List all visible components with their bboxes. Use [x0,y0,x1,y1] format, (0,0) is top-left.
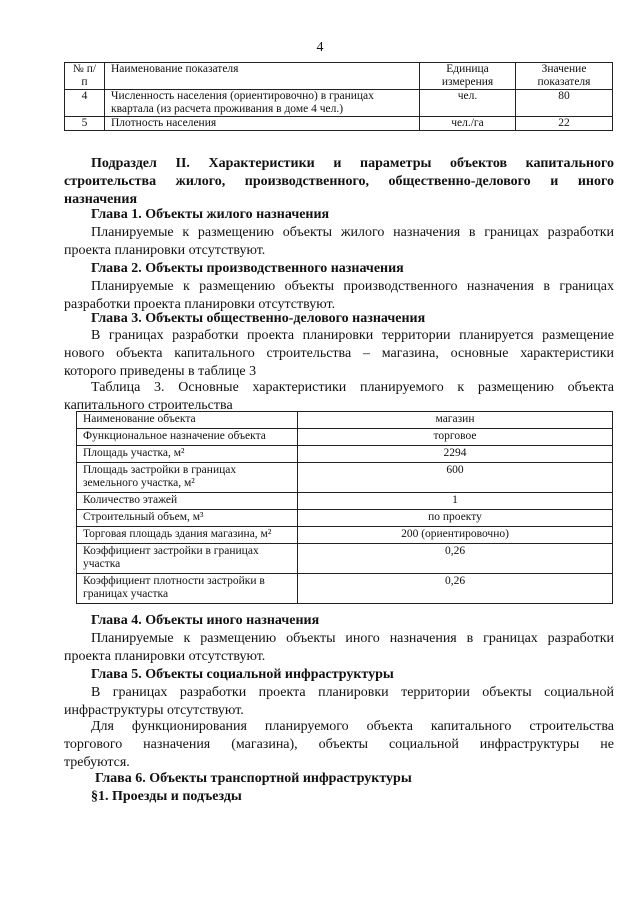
row-label: Строительный объем, м³ [77,510,298,527]
indicators-table [64,62,613,131]
chapter-4-text: Планируемые к размещению объекты иного назначения в границах разработки проекта планировки отсутствуют. [64,631,614,664]
chapter-3-title: Глава 3. Объекты общественно-делового назначения [91,311,426,326]
cell-num: 4 [65,90,105,117]
table-row [77,510,613,527]
row-label: Функциональное назначение объекта [77,429,298,446]
chapter-2-text: Планируемые к размещению объекты производственного назначения в границах разработки проекта планировки отсутствуют. [64,279,614,312]
row-label: Площадь участка, м² [77,446,298,463]
chapter-5-text-1: В границах разработки проекта планировки территории объекты социальной инфраструктуры отсутствуют. [64,685,614,718]
chapter-1-text: Планируемые к размещению объекты жилого назначения в границах разработки проекта планировки отсутствуют. [64,225,614,258]
row-value: 1 [298,493,613,510]
section-1-title: §1. Проезды и подъезды [91,789,242,804]
chapter-6-title: Глава 6. Объекты транспортной инфраструктуры [95,771,412,786]
page-number: 4 [316,40,324,55]
row-value: по проекту [298,510,613,527]
table-row [77,493,613,510]
header-name: Наименование показателя [105,63,420,90]
chapter-3-text: В границах разработки проекта планировки территории планируется размещение нового объекта капитального строительства – магазина, основные характеристики которого приведены в таблице 3 [64,328,614,379]
row-label: Наименование объекта [77,412,298,429]
row-value: 2294 [298,446,613,463]
chapter-5-text-2: Для функционирования планируемого объекта капитального строительства торгового назначения (магазина), объекты социальной инфраструктуры не требуются. [64,719,614,770]
row-label: Коэффициент застройки в границах участка [77,544,298,574]
chapter-4-title: Глава 4. Объекты иного назначения [91,613,320,628]
cell-name: Численность населения (ориентировочно) в границах квартала (из расчета проживания в доме 4 чел.) [105,90,420,117]
row-label: Количество этажей [77,493,298,510]
chapter-1-title: Глава 1. Объекты жилого назначения [91,207,330,222]
table-row [65,117,613,131]
cell-value: 22 [516,117,613,131]
table-header-row [65,63,613,90]
table-row [77,429,613,446]
row-value: торговое [298,429,613,446]
table-row [77,574,613,604]
table-row [77,527,613,544]
row-label: Торговая площадь здания магазина, м² [77,527,298,544]
table-3-caption: Таблица 3. Основные характеристики планируемого к размещению объекта капитального строительства [64,380,614,413]
header-value: Значение показателя [516,63,613,90]
chapter-2-title: Глава 2. Объекты производственного назначения [91,261,404,276]
table-row [77,446,613,463]
row-value: 0,26 [298,544,613,574]
table-row [77,412,613,429]
row-value: 600 [298,463,613,493]
row-label: Коэффициент плотности застройки в границах участка [77,574,298,604]
subsection-title: Подраздел II. Характеристики и параметры объектов капитального строительства жилого, производственного, общественно-делового и иного назначения [64,156,614,207]
cell-unit: чел./га [420,117,516,131]
header-num: № п/п [65,63,105,90]
chapter-5-title: Глава 5. Объекты социальной инфраструктуры [91,667,394,682]
row-value: магазин [298,412,613,429]
cell-num: 5 [65,117,105,131]
object-characteristics-table [76,411,613,604]
header-unit: Единица измерения [420,63,516,90]
cell-name: Плотность населения [105,117,420,131]
cell-value: 80 [516,90,613,117]
table-row [77,463,613,493]
row-label: Площадь застройки в границах земельного участка, м² [77,463,298,493]
table-row [65,90,613,117]
row-value: 0,26 [298,574,613,604]
cell-unit: чел. [420,90,516,117]
table-row [77,544,613,574]
row-value: 200 (ориентировочно) [298,527,613,544]
